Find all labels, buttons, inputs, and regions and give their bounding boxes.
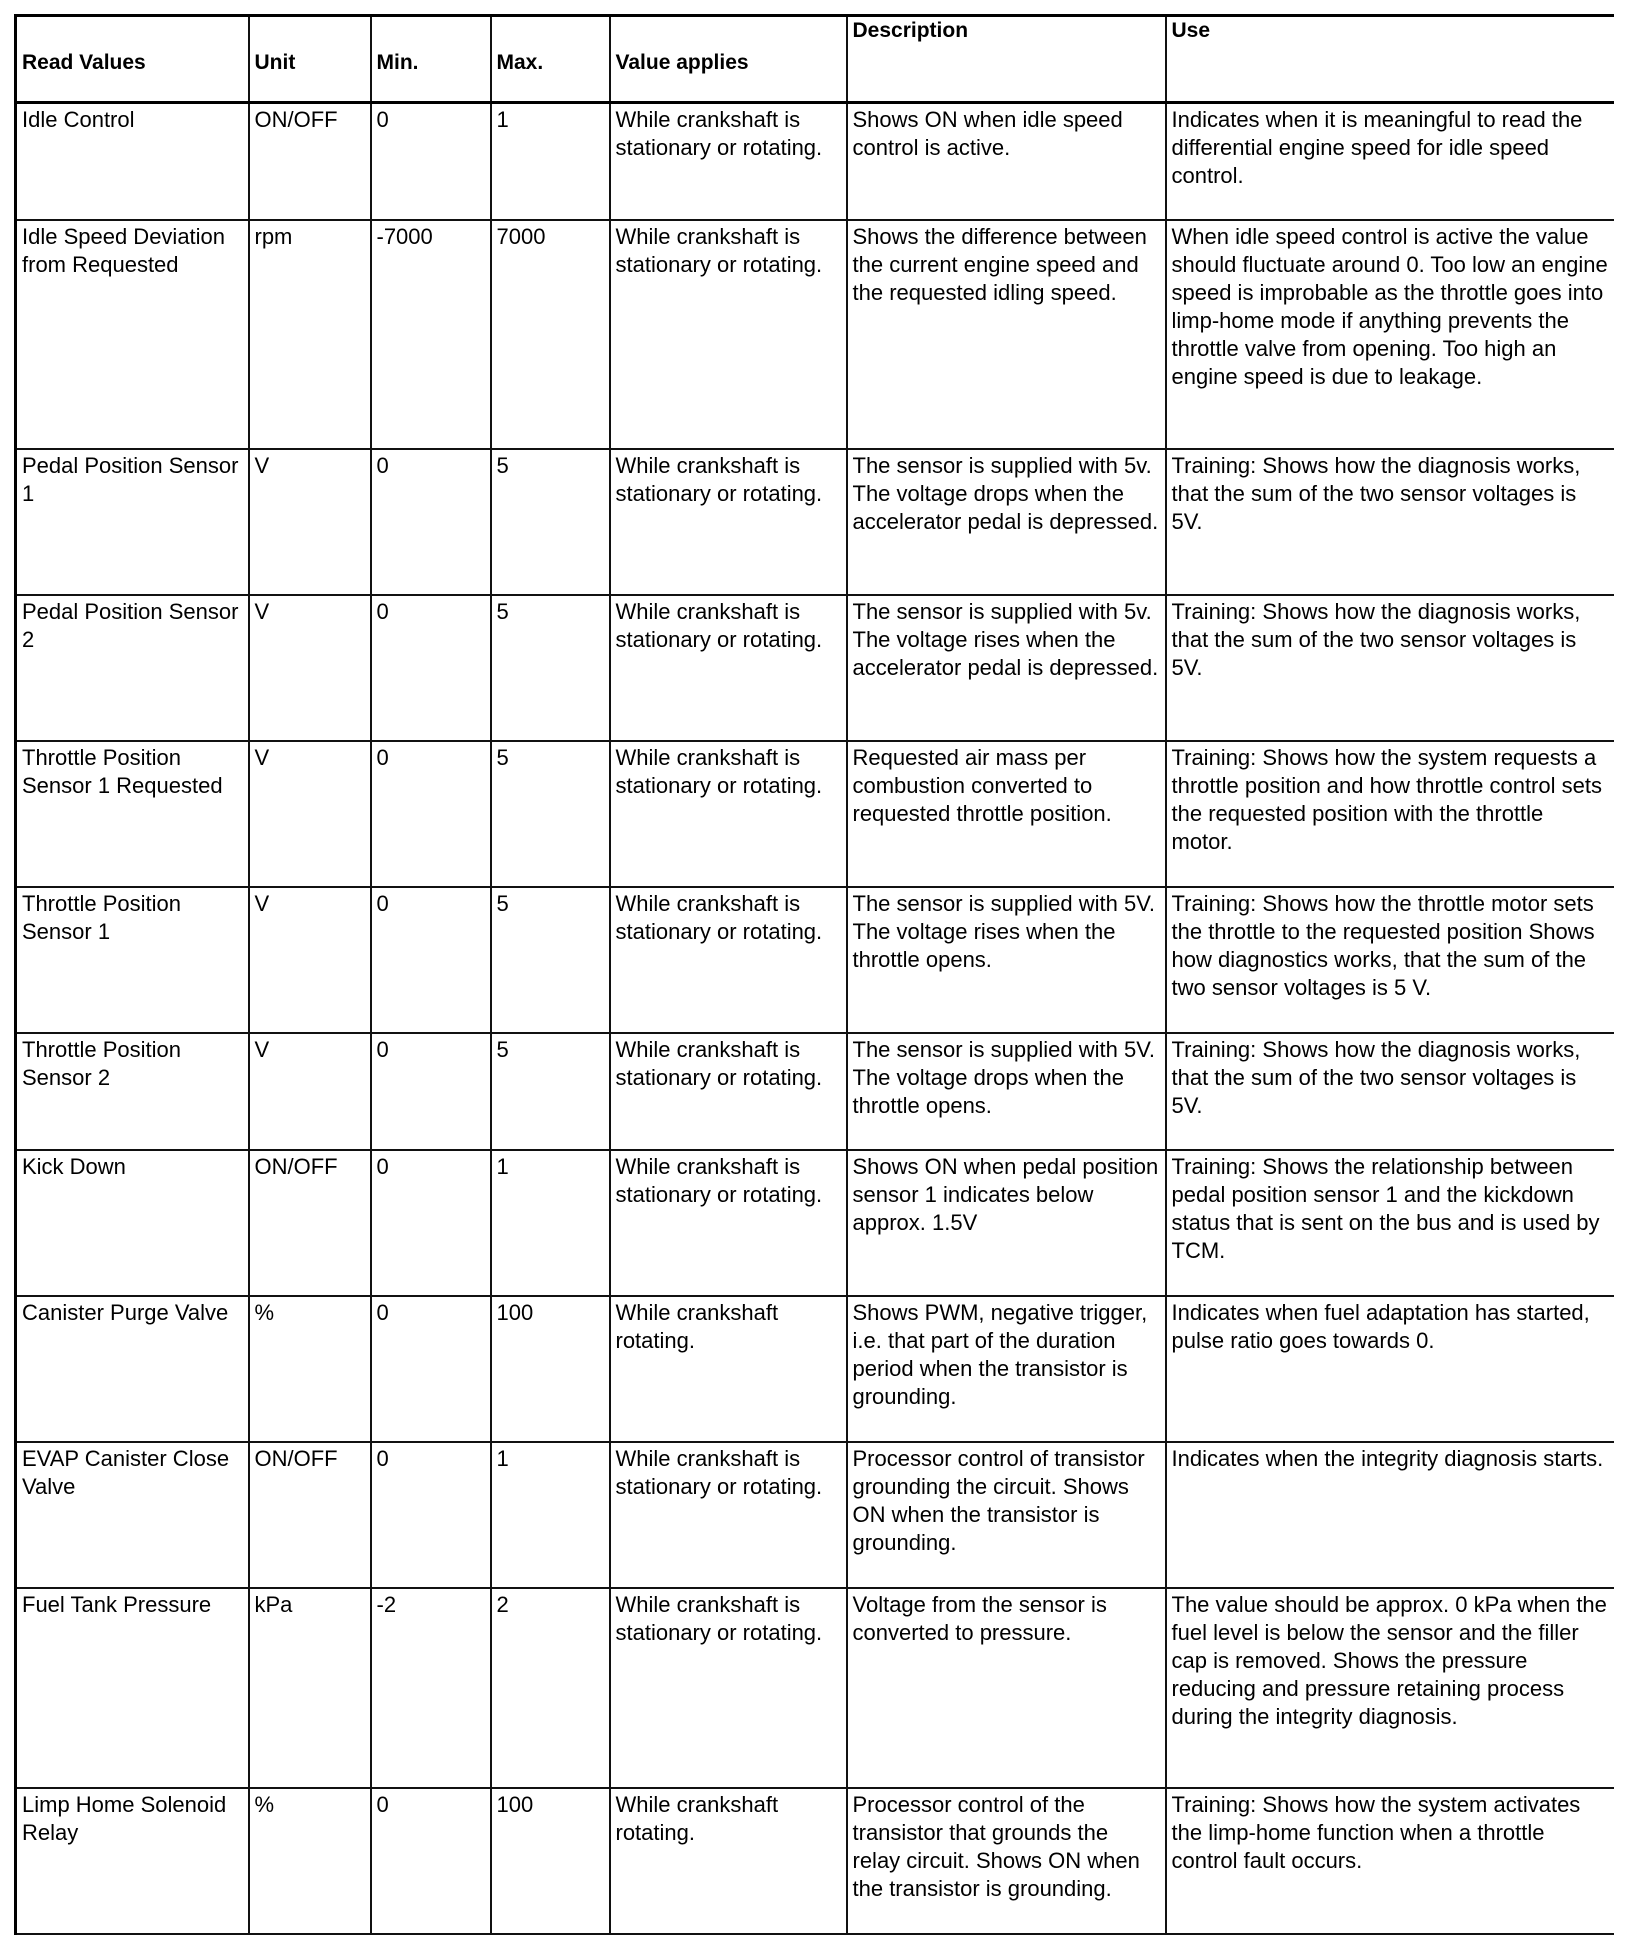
cell-min: 0 xyxy=(371,1033,491,1150)
table-row xyxy=(16,220,1614,449)
cell-read-value: Throttle Position Sensor 1 xyxy=(16,887,249,1033)
cell-max: 5 xyxy=(491,1033,610,1150)
header-use: Use xyxy=(1166,16,1614,103)
cell-use: Indicates when it is meaningful to read the differential engine speed for idle speed control. xyxy=(1166,103,1614,220)
cell-use: Training: Shows how the diagnosis works, that the sum of the two sensor voltages is 5V. xyxy=(1166,595,1614,741)
cell-read-value: Throttle Position Sensor 1 Requested xyxy=(16,741,249,887)
cell-min: 0 xyxy=(371,449,491,595)
cell-max: 2 xyxy=(491,1588,610,1788)
cell-min: 0 xyxy=(371,595,491,741)
cell-unit: V xyxy=(249,741,371,887)
cell-description: Voltage from the sensor is converted to pressure. xyxy=(847,1588,1166,1788)
cell-max: 100 xyxy=(491,1788,610,1934)
cell-use: Training: Shows how the diagnosis works, that the sum of the two sensor voltages is 5V. xyxy=(1166,1033,1614,1150)
read-values-sheet xyxy=(14,14,1614,1935)
cell-unit: ON/OFF xyxy=(249,103,371,220)
header-unit: Unit xyxy=(249,16,371,103)
cell-description: Shows PWM, negative trigger, i.e. that part of the duration period when the transistor is grounding. xyxy=(847,1296,1166,1442)
cell-value-applies: While crankshaft is stationary or rotating. xyxy=(610,449,847,595)
cell-description: Processor control of the transistor that grounds the relay circuit. Shows ON when the transistor is grounding. xyxy=(847,1788,1166,1934)
cell-read-value: Idle Speed Deviation from Requested xyxy=(16,220,249,449)
cell-value-applies: While crankshaft is stationary or rotating. xyxy=(610,887,847,1033)
cell-min: 0 xyxy=(371,1788,491,1934)
cell-use: Training: Shows how the throttle motor sets the throttle to the requested position Shows how diagnostics works, that the sum of the two sensor voltages is 5 V. xyxy=(1166,887,1614,1033)
cell-min: -7000 xyxy=(371,220,491,449)
cell-use: When idle speed control is active the value should fluctuate around 0. Too low an engine speed is improbable as the throttle goes into limp-home mode if anything prevents the throttle valve from opening. Too high an engine speed is due to leakage. xyxy=(1166,220,1614,449)
cell-unit: V xyxy=(249,595,371,741)
cell-read-value: Pedal Position Sensor 1 xyxy=(16,449,249,595)
cell-read-value: EVAP Canister Close Valve xyxy=(16,1442,249,1588)
cell-max: 100 xyxy=(491,1296,610,1442)
cell-use: Training: Shows the relationship between pedal position sensor 1 and the kickdown status that is sent on the bus and is used by TCM. xyxy=(1166,1150,1614,1296)
cell-use: Training: Shows how the system activates the limp-home function when a throttle control fault occurs. xyxy=(1166,1788,1614,1934)
cell-unit: % xyxy=(249,1296,371,1442)
cell-read-value: Canister Purge Valve xyxy=(16,1296,249,1442)
table-row xyxy=(16,449,1614,595)
cell-value-applies: While crankshaft is stationary or rotating. xyxy=(610,1033,847,1150)
cell-value-applies: While crankshaft is stationary or rotating. xyxy=(610,1588,847,1788)
cell-min: -2 xyxy=(371,1588,491,1788)
table-row xyxy=(16,1150,1614,1296)
cell-max: 7000 xyxy=(491,220,610,449)
cell-value-applies: While crankshaft rotating. xyxy=(610,1788,847,1934)
cell-max: 5 xyxy=(491,887,610,1033)
cell-read-value: Fuel Tank Pressure xyxy=(16,1588,249,1788)
cell-min: 0 xyxy=(371,887,491,1033)
header-row xyxy=(16,16,1614,103)
cell-max: 5 xyxy=(491,595,610,741)
header-read-values: Read Values xyxy=(16,16,249,103)
table-row xyxy=(16,1788,1614,1934)
cell-description: The sensor is supplied with 5V. The voltage rises when the throttle opens. xyxy=(847,887,1166,1033)
table-row xyxy=(16,103,1614,220)
cell-use: Indicates when fuel adaptation has started, pulse ratio goes towards 0. xyxy=(1166,1296,1614,1442)
cell-value-applies: While crankshaft is stationary or rotating. xyxy=(610,1150,847,1296)
cell-unit: ON/OFF xyxy=(249,1442,371,1588)
header-max: Max. xyxy=(491,16,610,103)
cell-min: 0 xyxy=(371,1442,491,1588)
cell-value-applies: While crankshaft is stationary or rotating. xyxy=(610,220,847,449)
cell-read-value: Idle Control xyxy=(16,103,249,220)
cell-read-value: Throttle Position Sensor 2 xyxy=(16,1033,249,1150)
cell-description: Processor control of transistor grounding the circuit. Shows ON when the transistor is grounding. xyxy=(847,1442,1166,1588)
cell-max: 1 xyxy=(491,1150,610,1296)
cell-description: Shows ON when idle speed control is active. xyxy=(847,103,1166,220)
cell-description: Shows the difference between the current engine speed and the requested idling speed. xyxy=(847,220,1166,449)
table-row xyxy=(16,595,1614,741)
table-row xyxy=(16,741,1614,887)
header-min: Min. xyxy=(371,16,491,103)
table-header xyxy=(16,16,1614,103)
cell-description: The sensor is supplied with 5v. The voltage rises when the accelerator pedal is depressed. xyxy=(847,595,1166,741)
cell-use: Training: Shows how the diagnosis works, that the sum of the two sensor voltages is 5V. xyxy=(1166,449,1614,595)
table-row xyxy=(16,1588,1614,1788)
cell-unit: kPa xyxy=(249,1588,371,1788)
cell-description: Shows ON when pedal position sensor 1 indicates below approx. 1.5V xyxy=(847,1150,1166,1296)
cell-description: The sensor is supplied with 5v. The voltage drops when the accelerator pedal is depressed. xyxy=(847,449,1166,595)
table-row xyxy=(16,887,1614,1033)
cell-use: Indicates when the integrity diagnosis starts. xyxy=(1166,1442,1614,1588)
cell-max: 1 xyxy=(491,1442,610,1588)
cell-unit: V xyxy=(249,887,371,1033)
cell-max: 5 xyxy=(491,449,610,595)
read-values-table xyxy=(14,14,1614,1935)
cell-unit: V xyxy=(249,1033,371,1150)
cell-read-value: Pedal Position Sensor 2 xyxy=(16,595,249,741)
header-value-applies: Value applies xyxy=(610,16,847,103)
cell-unit: % xyxy=(249,1788,371,1934)
cell-max: 5 xyxy=(491,741,610,887)
cell-description: Requested air mass per combustion converted to requested throttle position. xyxy=(847,741,1166,887)
table-row xyxy=(16,1033,1614,1150)
table-body xyxy=(16,103,1614,1934)
cell-read-value: Limp Home Solenoid Relay xyxy=(16,1788,249,1934)
cell-read-value: Kick Down xyxy=(16,1150,249,1296)
cell-min: 0 xyxy=(371,1150,491,1296)
cell-min: 0 xyxy=(371,741,491,887)
cell-use: The value should be approx. 0 kPa when the fuel level is below the sensor and the filler cap is removed. Shows the pressure reducing and pressure retaining process during the integrity diagnosis. xyxy=(1166,1588,1614,1788)
cell-value-applies: While crankshaft rotating. xyxy=(610,1296,847,1442)
cell-use: Training: Shows how the system requests a throttle position and how throttle control sets the requested position with the throttle motor. xyxy=(1166,741,1614,887)
cell-value-applies: While crankshaft is stationary or rotating. xyxy=(610,103,847,220)
cell-unit: rpm xyxy=(249,220,371,449)
table-row xyxy=(16,1442,1614,1588)
cell-max: 1 xyxy=(491,103,610,220)
cell-min: 0 xyxy=(371,103,491,220)
header-description: Description xyxy=(847,16,1166,103)
cell-unit: V xyxy=(249,449,371,595)
table-row xyxy=(16,1296,1614,1442)
cell-unit: ON/OFF xyxy=(249,1150,371,1296)
cell-min: 0 xyxy=(371,1296,491,1442)
cell-description: The sensor is supplied with 5V. The voltage drops when the throttle opens. xyxy=(847,1033,1166,1150)
cell-value-applies: While crankshaft is stationary or rotating. xyxy=(610,595,847,741)
cell-value-applies: While crankshaft is stationary or rotating. xyxy=(610,1442,847,1588)
cell-value-applies: While crankshaft is stationary or rotating. xyxy=(610,741,847,887)
